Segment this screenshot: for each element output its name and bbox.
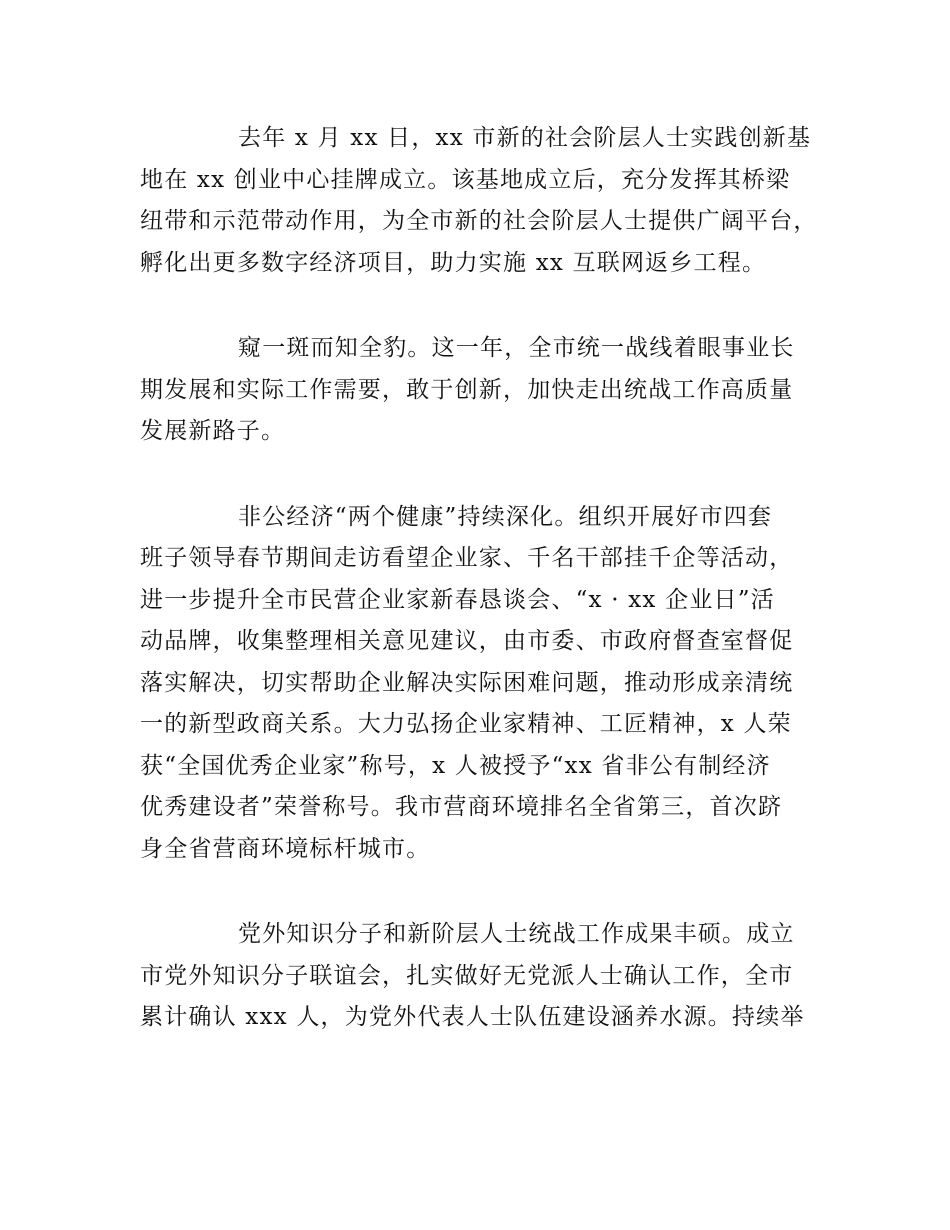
- paragraph-line: 优秀建设者”荣誉称号。我市营商环境排名全省第三，首次跻: [140, 794, 783, 820]
- paragraph-3: [140, 497, 830, 871]
- paragraph-line: 动品牌，收集整理相关意见建议，由市委、市政府督查室督促: [140, 628, 794, 654]
- paragraph-line: 落实解决，切实帮助企业解决实际困难问题，推动形成亲清统: [140, 669, 794, 696]
- paragraph-line: 非公经济“两个健康”持续深化。组织开展好市四套: [238, 503, 773, 530]
- paragraph-line: 一的新型政商关系。大力弘扬企业家精神、工匠精神，x 人荣: [140, 711, 792, 737]
- paragraph-line: 市党外知识分子联谊会，扎实做好无党派人士确认工作，全市: [140, 962, 794, 989]
- document-body: [140, 118, 830, 1083]
- paragraph-line: 获“全国优秀企业家”称号，x 人被授予“xx 省非公有制经济: [140, 752, 771, 779]
- paragraph-line: 身全省营商环境标杆城市。: [140, 835, 431, 862]
- paragraph-line: 去年 x 月 xx 日，xx 市新的社会阶层人士实践创新基: [238, 125, 812, 151]
- paragraph-line: 班子领导春节期间走访看望企业家、千名干部挂千企等活动，: [140, 545, 794, 571]
- paragraph-line: 期发展和实际工作需要，敢于创新，加快走出统战工作高质量: [140, 376, 794, 403]
- paragraph-1: [140, 118, 830, 284]
- paragraph-line: 党外知识分子和新阶层人士统战工作成果丰硕。成立: [238, 921, 795, 947]
- paragraph-line: 累计确认 xxx 人，为党外代表人士队伍建设涵养水源。持续举: [140, 1004, 805, 1030]
- paragraph-line: 纽带和示范带动作用，为全市新的社会阶层人士提供广阔平台，: [140, 208, 818, 234]
- paragraph-line: 发展新路子。: [140, 418, 286, 444]
- paragraph-line: 孵化出更多数字经济项目，助力实施 xx 互联网返乡工程。: [140, 249, 767, 276]
- paragraph-4: [140, 914, 830, 1039]
- paragraph-line: 窥一斑而知全豹。这一年，全市统一战线着眼事业长: [238, 335, 795, 361]
- paragraph-line: 地在 xx 创业中心挂牌成立。该基地成立后，充分发挥其桥梁: [140, 166, 791, 193]
- paragraph-line: 进一步提升全市民营企业家新春恳谈会、“x · xx 企业日”活: [140, 586, 775, 613]
- paragraph-2: [140, 328, 830, 453]
